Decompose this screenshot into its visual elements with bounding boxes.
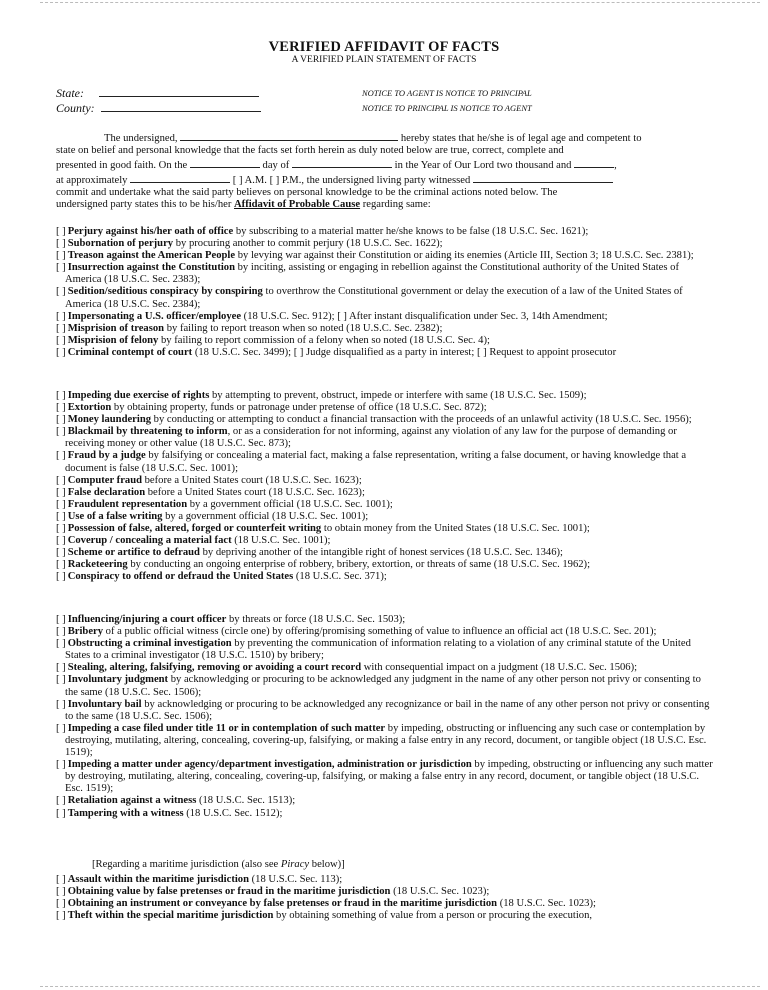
maritime-note-text: below)] <box>309 859 345 870</box>
offense-checkbox[interactable]: [ ] <box>56 898 66 910</box>
offense-item <box>56 511 716 523</box>
offense-checkbox[interactable]: [ ] <box>56 450 66 462</box>
county-label: County: <box>56 101 95 115</box>
offense-title: Perjury against his/her oath of office <box>67 226 234 237</box>
offense-item <box>56 238 716 250</box>
offense-description: to overthrow the Constitutional government or delay the execution of a law of the United States of America (18 U.S.C. Sec. 2384); <box>65 286 683 310</box>
name-field[interactable] <box>180 130 398 141</box>
offense-title: Misprision of treason <box>67 322 165 334</box>
offense-title: Scheme or artifice to defraud <box>67 547 200 559</box>
county-row <box>56 101 261 116</box>
document-subtitle: A VERIFIED PLAIN STATEMENT OF FACTS <box>291 55 477 65</box>
offense-description: by a government official (18 U.S.C. Sec. 1001); <box>162 510 369 522</box>
offense-description: , or as a consideration for not informing, against any violation of any law for the purpose of demanding or receiving money or other value (18 U.S.C. Sec. 873); <box>65 426 677 450</box>
offense-title: Money laundering <box>67 414 152 426</box>
offense-title: Coverup / concealing a material fact <box>67 535 232 547</box>
offense-description: by failing to report commission of a felony when so noted (18 U.S.C. Sec. 4); <box>158 334 490 346</box>
offense-description: by levying war against their Constitution or aiding its enemies (Article III, Section 3; 18 U.S.C. Sec. 2381); <box>235 250 694 262</box>
offense-title: Bribery <box>67 626 104 638</box>
offense-checkbox[interactable]: [ ] <box>56 346 66 358</box>
affidavit-of-probable-cause: Affidavit of Probable Cause <box>234 199 361 211</box>
offense-title: Extortion <box>67 402 112 414</box>
offense-checkbox[interactable]: [ ] <box>56 390 66 401</box>
offense-item <box>56 499 716 511</box>
offense-description: by falsifying or concealing a material fact, making a false representation, writing a false document, or having knowledge that a document is false (18 U.S.C. Sec. 1001); <box>65 450 687 474</box>
offense-checkbox[interactable]: [ ] <box>56 614 66 625</box>
offense-checkbox[interactable]: [ ] <box>56 759 66 771</box>
offense-title: Misprision of felony <box>67 334 159 346</box>
offense-checkbox[interactable]: [ ] <box>56 662 66 674</box>
offense-item <box>56 674 716 698</box>
offense-item <box>56 286 716 310</box>
offense-checkbox[interactable]: [ ] <box>56 910 66 922</box>
offense-title: Computer fraud <box>67 474 142 486</box>
offense-title: Blackmail by threatening to inform <box>67 426 228 438</box>
intro-text: presented in good faith. On the <box>56 160 188 172</box>
offense-description: by procuring another to commit perjury (18 U.S.C. Sec. 1622); <box>173 238 443 250</box>
offense-title: Retaliation against a witness <box>67 795 197 807</box>
offense-item <box>56 886 716 898</box>
offense-title: Insurrection against the Constitution <box>67 262 235 274</box>
year-field[interactable] <box>574 157 614 168</box>
intro-text: hereby states that he/she is of legal age and competent to <box>400 133 642 144</box>
offense-checkbox[interactable]: [ ] <box>56 426 66 438</box>
bottom-rule <box>40 986 760 988</box>
witnessed-party-field[interactable] <box>473 172 613 183</box>
offense-item <box>56 335 716 347</box>
offense-title: Conspiracy to offend or defraud the United States <box>67 571 294 583</box>
offense-item <box>56 808 716 820</box>
offense-description: by impeding, obstructing or influencing any such case or contemplation by destroying, mutilating, altering, concealing, covering-up, falsifying, or making a false entry in any record, document, or tangible object (18 U.S.C. Esc. 1519); <box>65 722 707 759</box>
county-field[interactable] <box>101 101 261 112</box>
offense-title: Obstructing a criminal investigation <box>67 638 232 650</box>
offense-checkbox[interactable]: [ ] <box>56 626 66 638</box>
intro-text: [ ] A.M. [ ] P.M., the undersigned living party witnessed <box>232 175 471 187</box>
offense-title: Impersonating a U.S. officer/employee <box>67 310 242 322</box>
offense-group-2 <box>56 390 716 584</box>
offense-checkbox[interactable]: [ ] <box>56 523 66 535</box>
offense-description: by obtaining property, funds or patronage under pretense of office (18 U.S.C. Sec. 872); <box>111 402 487 414</box>
offense-item <box>56 311 716 323</box>
offense-item <box>56 226 716 238</box>
offense-item <box>56 347 716 359</box>
offense-title: Involuntary bail <box>67 698 142 710</box>
offense-title: Theft within the special maritime jurisdiction <box>67 910 274 922</box>
offense-title: Racketeering <box>67 559 128 571</box>
offense-group-1 <box>56 226 716 359</box>
offense-title: Sedition/seditious conspiracy by conspiring <box>67 286 263 298</box>
offense-description: (18 U.S.C. Sec. 912); [ ] After instant disqualification under Sec. 3, 14th Amendment; <box>241 310 608 322</box>
offense-checkbox[interactable]: [ ] <box>56 486 66 498</box>
offense-item <box>56 262 716 286</box>
offense-item <box>56 662 716 674</box>
offense-title: Assault within the maritime jurisdiction <box>67 874 249 885</box>
offense-checkbox[interactable]: [ ] <box>56 510 66 522</box>
offense-title: Impeding a case filed under title 11 or in contemplation of such matter <box>67 722 386 734</box>
offense-item <box>56 414 716 426</box>
offense-description: before a United States court (18 U.S.C. Sec. 1623); <box>145 486 365 498</box>
offense-title: Subornation of perjury <box>67 238 174 250</box>
intro-text: at approximately <box>56 175 128 187</box>
offense-checkbox[interactable]: [ ] <box>56 226 66 237</box>
offense-description: before a United States court (18 U.S.C. Sec. 1623); <box>141 474 362 486</box>
day-field[interactable] <box>190 157 260 168</box>
offense-checkbox[interactable]: [ ] <box>56 322 66 334</box>
offense-checkbox[interactable]: [ ] <box>56 874 66 885</box>
offense-description: (18 U.S.C. Sec. 1023); <box>497 898 596 910</box>
offense-item <box>56 559 716 571</box>
offense-checkbox[interactable]: [ ] <box>56 547 66 559</box>
offense-description: by failing to report treason when so noted (18 U.S.C. Sec. 2382); <box>164 322 443 334</box>
offense-title: Obtaining value by false pretenses or fraud in the maritime jurisdiction <box>67 886 391 898</box>
offense-description: of a public official witness (circle one) by offering/promising something of value to influence an official act (18 U.S.C. Sec. 201); <box>103 626 657 638</box>
offense-description: (18 U.S.C. Sec. 371); <box>293 571 387 583</box>
intro-text: commit and undertake what the said party believes on personal knowledge to be the criminal actions noted below. The <box>56 187 558 199</box>
offense-checkbox[interactable]: [ ] <box>56 498 66 510</box>
offense-description: by obtaining something of value from a person or procuring the execution, <box>273 910 593 922</box>
offense-checkbox[interactable]: [ ] <box>56 535 66 547</box>
maritime-note-text: [Regarding a maritime jurisdiction (also see <box>92 859 281 870</box>
offense-checkbox[interactable]: [ ] <box>56 722 66 734</box>
offense-item <box>56 626 716 638</box>
offense-item <box>56 402 716 414</box>
offense-item <box>56 638 716 662</box>
offense-description: by depriving another of the intangible right of honest services (18 U.S.C. Sec. 1346); <box>199 547 563 559</box>
offense-description: by impeding, obstructing or influencing any such matter by destroying, mutilating, altering, concealing, covering-up, falsifying, or making a false entry in any record, document, or tangible object (18 U.S.C. Esc. 1519); <box>65 759 713 795</box>
maritime-note-piracy: Piracy <box>280 859 310 870</box>
offense-checkbox[interactable]: [ ] <box>56 795 66 807</box>
state-field[interactable] <box>99 86 259 97</box>
offense-title: Impeding a matter under agency/department investigation, administration or jurisdiction <box>67 759 472 771</box>
offense-item <box>56 571 716 583</box>
document-title: VERIFIED AFFIDAVIT OF FACTS <box>268 39 500 55</box>
offense-title: Fraud by a judge <box>67 450 146 462</box>
intro-text: day of <box>262 160 290 172</box>
offense-checkbox[interactable]: [ ] <box>56 262 66 274</box>
offense-description: (18 U.S.C. Sec. 113); <box>249 874 343 885</box>
offense-title: Involuntary judgment <box>67 674 169 686</box>
offense-description: by threats or force (18 U.S.C. Sec. 1503); <box>226 614 406 625</box>
offense-title: Treason against the American People <box>67 250 236 262</box>
offense-checkbox[interactable]: [ ] <box>56 334 66 346</box>
intro-text: , <box>614 160 617 172</box>
offense-checkbox[interactable]: [ ] <box>56 402 66 414</box>
intro-paragraph <box>56 130 706 212</box>
offense-description: by attempting to prevent, obstruct, impede or interfere with same (18 U.S.C. Sec. 1509); <box>209 390 587 401</box>
offense-item <box>56 699 716 723</box>
offense-item <box>56 323 716 335</box>
offense-description: by preventing the communication of information relating to a violation of any criminal statute of the United States to a criminal investigator (18 U.S.C. 1510) by bribery; <box>65 638 691 662</box>
offense-description: (18 U.S.C. Sec. 3499); [ ] Judge disqualified as a party in interest; [ ] Request to appoint prosecutor <box>192 346 617 358</box>
offense-description: with consequential impact on a judgment (18 U.S.C. Sec. 1506); <box>361 662 638 674</box>
offense-item <box>56 523 716 535</box>
intro-text: The undersigned, <box>104 133 178 144</box>
time-field[interactable] <box>130 172 230 183</box>
offense-description: by acknowledging or procuring to be acknowledged any judgment in the name of any other person not privy or consenting to the same (18 U.S.C. Sec. 1506); <box>65 674 701 698</box>
state-row <box>56 86 259 101</box>
offense-checkbox[interactable]: [ ] <box>56 674 66 686</box>
offense-checkbox[interactable]: [ ] <box>56 886 66 898</box>
offense-item <box>56 614 716 626</box>
intro-text: state on belief and personal knowledge that the facts set forth herein as duly noted below are true, correct, complete and <box>56 145 564 157</box>
offense-description: (18 U.S.C. Sec. 1513); <box>196 795 296 807</box>
offense-item <box>56 426 716 450</box>
offense-title: Influencing/injuring a court officer <box>67 614 227 625</box>
intro-text: in the Year of Our Lord two thousand and <box>394 160 572 172</box>
maritime-note <box>92 859 345 870</box>
offense-checkbox[interactable]: [ ] <box>56 698 66 710</box>
offense-title: Impeding due exercise of rights <box>67 390 210 401</box>
offense-item <box>56 390 716 402</box>
offense-checkbox[interactable]: [ ] <box>56 807 66 819</box>
offense-checkbox[interactable]: [ ] <box>56 250 66 262</box>
offense-title: Stealing, altering, falsifying, removing or avoiding a court record <box>67 662 362 674</box>
offense-title: Possession of false, altered, forged or counterfeit writing <box>67 523 322 535</box>
offense-description: by acknowledging or procuring to be acknowledged any recognizance or bail in the name of any other person not privy or consenting to the same (18 U.S.C. Sec. 1506); <box>65 698 710 722</box>
offense-checkbox[interactable]: [ ] <box>56 238 66 250</box>
offense-title: False declaration <box>67 486 146 498</box>
offense-item <box>56 547 716 559</box>
offense-checkbox[interactable]: [ ] <box>56 559 66 571</box>
offense-item <box>56 874 716 886</box>
offense-checkbox[interactable]: [ ] <box>56 474 66 486</box>
offense-description: (18 U.S.C. Sec. 1023); <box>390 886 490 898</box>
offense-checkbox[interactable]: [ ] <box>56 638 66 650</box>
offense-group-4 <box>56 874 716 922</box>
offense-title: Use of a false writing <box>67 510 163 522</box>
offense-description: (18 U.S.C. Sec. 1512); <box>183 807 283 819</box>
offense-item <box>56 475 716 487</box>
offense-title: Criminal contempt of court <box>67 346 193 358</box>
state-label: State: <box>56 86 84 100</box>
offense-item <box>56 759 716 795</box>
offense-checkbox[interactable]: [ ] <box>56 571 66 583</box>
offense-description: by inciting, assisting or engaging in rebellion against the Constitutional authority of the United States of America (18 U.S.C. Sec. 2383); <box>65 262 679 286</box>
offense-description: by a government official (18 U.S.C. Sec. 1001); <box>187 498 393 510</box>
top-rule <box>40 2 760 4</box>
offense-title: Obtaining an instrument or conveyance by false pretenses or fraud in the maritime jurisdiction <box>67 898 498 910</box>
offense-checkbox[interactable]: [ ] <box>56 414 66 426</box>
offense-group-3 <box>56 614 716 820</box>
month-field[interactable] <box>292 157 392 168</box>
offense-title: Tampering with a witness <box>67 807 184 819</box>
offense-item <box>56 535 716 547</box>
offense-item <box>56 250 716 262</box>
offense-description: (18 U.S.C. Sec. 1001); <box>231 535 331 547</box>
intro-text: undersigned party states this to be his/her <box>56 199 232 211</box>
intro-text: regarding same: <box>362 199 431 211</box>
notice-principal: NOTICE TO PRINCIPAL IS NOTICE TO AGENT <box>362 103 532 113</box>
offense-description: by conducting or attempting to conduct a financial transaction with the proceeds of an unlawful activity (18 U.S.C. Sec. 1956); <box>151 414 692 426</box>
offense-title: Fraudulent representation <box>67 498 188 510</box>
offense-item <box>56 723 716 759</box>
offense-item <box>56 795 716 807</box>
offense-item <box>56 487 716 499</box>
offense-checkbox[interactable]: [ ] <box>56 286 66 298</box>
offense-item <box>56 898 716 910</box>
offense-item <box>56 910 716 922</box>
offense-description: to obtain money from the United States (18 U.S.C. Sec. 1001); <box>321 523 590 535</box>
offense-checkbox[interactable]: [ ] <box>56 310 66 322</box>
offense-item <box>56 450 716 474</box>
offense-description: by subscribing to a material matter he/she knows to be false (18 U.S.C. Sec. 1621); <box>233 226 589 237</box>
offense-description: by conducting an ongoing enterprise of robbery, bribery, extortion, or threats of same (18 U.S.C. Sec. 1962); <box>127 559 591 571</box>
notice-agent: NOTICE TO AGENT IS NOTICE TO PRINCIPAL <box>362 88 532 98</box>
